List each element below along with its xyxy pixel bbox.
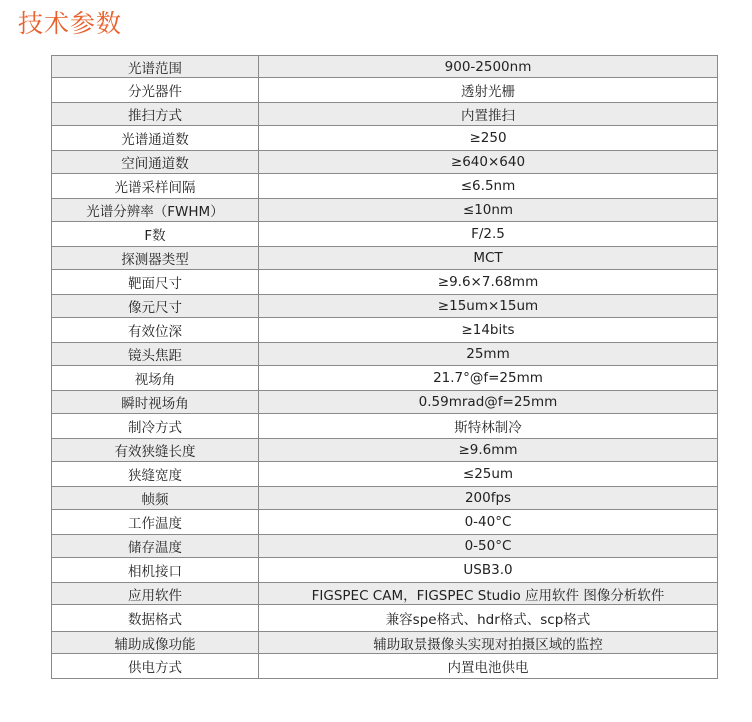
param-value-cell: 200fps: [259, 487, 718, 510]
param-name-cell: 储存温度: [52, 535, 259, 558]
param-name-cell: 有效狭缝长度: [52, 439, 259, 462]
param-value-cell: F/2.5: [259, 222, 718, 247]
param-value-cell: FIGSPEC CAM，FIGSPEC Studio 应用软件 图像分析软件: [259, 583, 718, 605]
table-row: [52, 56, 718, 78]
table-row: [52, 103, 718, 126]
param-value-cell: ≥9.6mm: [259, 439, 718, 462]
table-row: [52, 270, 718, 295]
param-name-cell: 探测器类型: [52, 247, 259, 270]
param-value-cell: ≤10nm: [259, 199, 718, 222]
table-row: [52, 78, 718, 103]
param-name-cell: F数: [52, 222, 259, 247]
param-name-cell: 光谱采样间隔: [52, 174, 259, 199]
param-value-cell: ≥15um×15um: [259, 295, 718, 318]
table-row: [52, 462, 718, 487]
param-name-cell: 辅助成像功能: [52, 632, 259, 654]
spec-table-body: [52, 56, 718, 679]
table-row: [52, 366, 718, 391]
spec-table: [51, 55, 718, 679]
table-row: [52, 391, 718, 414]
param-name-cell: 分光器件: [52, 78, 259, 103]
table-row: [52, 151, 718, 174]
table-row: [52, 414, 718, 439]
param-value-cell: 兼容spe格式、hdr格式、scp格式: [259, 605, 718, 632]
table-row: [52, 558, 718, 583]
param-value-cell: ≤6.5nm: [259, 174, 718, 199]
param-value-cell: 900-2500nm: [259, 56, 718, 78]
param-name-cell: 像元尺寸: [52, 295, 259, 318]
param-name-cell: 制冷方式: [52, 414, 259, 439]
table-row: [52, 510, 718, 535]
param-name-cell: 靶面尺寸: [52, 270, 259, 295]
param-value-cell: 透射光栅: [259, 78, 718, 103]
param-name-cell: 应用软件: [52, 583, 259, 605]
param-value-cell: ≥250: [259, 126, 718, 151]
table-row: [52, 343, 718, 366]
table-row: [52, 174, 718, 199]
table-row: [52, 535, 718, 558]
param-value-cell: ≤25um: [259, 462, 718, 487]
param-value-cell: 内置推扫: [259, 103, 718, 126]
param-value-cell: ≥9.6×7.68mm: [259, 270, 718, 295]
param-value-cell: 内置电池供电: [259, 654, 718, 679]
param-name-cell: 工作温度: [52, 510, 259, 535]
param-value-cell: USB3.0: [259, 558, 718, 583]
param-name-cell: 视场角: [52, 366, 259, 391]
table-row: [52, 126, 718, 151]
table-row: [52, 199, 718, 222]
param-value-cell: 斯特林制冷: [259, 414, 718, 439]
param-name-cell: 狭缝宽度: [52, 462, 259, 487]
table-row: [52, 247, 718, 270]
table-row: [52, 222, 718, 247]
param-name-cell: 推扫方式: [52, 103, 259, 126]
table-row: [52, 439, 718, 462]
table-row: [52, 487, 718, 510]
param-name-cell: 光谱分辨率（FWHM）: [52, 199, 259, 222]
table-row: [52, 632, 718, 654]
param-name-cell: 空间通道数: [52, 151, 259, 174]
param-value-cell: ≥14bits: [259, 318, 718, 343]
param-value-cell: 25mm: [259, 343, 718, 366]
table-row: [52, 583, 718, 605]
table-row: [52, 318, 718, 343]
page-title: 技术参数: [18, 9, 123, 38]
param-value-cell: ≥640×640: [259, 151, 718, 174]
param-name-cell: 相机接口: [52, 558, 259, 583]
param-name-cell: 光谱范围: [52, 56, 259, 78]
param-value-cell: 0.59mrad@f=25mm: [259, 391, 718, 414]
param-name-cell: 有效位深: [52, 318, 259, 343]
param-name-cell: 光谱通道数: [52, 126, 259, 151]
param-value-cell: 21.7°@f=25mm: [259, 366, 718, 391]
param-name-cell: 帧频: [52, 487, 259, 510]
table-row: [52, 605, 718, 632]
param-value-cell: 辅助取景摄像头实现对拍摄区域的监控: [259, 632, 718, 654]
param-value-cell: 0-40°C: [259, 510, 718, 535]
table-row: [52, 295, 718, 318]
param-name-cell: 瞬时视场角: [52, 391, 259, 414]
table-row: [52, 654, 718, 679]
param-value-cell: MCT: [259, 247, 718, 270]
param-value-cell: 0-50°C: [259, 535, 718, 558]
param-name-cell: 数据格式: [52, 605, 259, 632]
param-name-cell: 镜头焦距: [52, 343, 259, 366]
param-name-cell: 供电方式: [52, 654, 259, 679]
